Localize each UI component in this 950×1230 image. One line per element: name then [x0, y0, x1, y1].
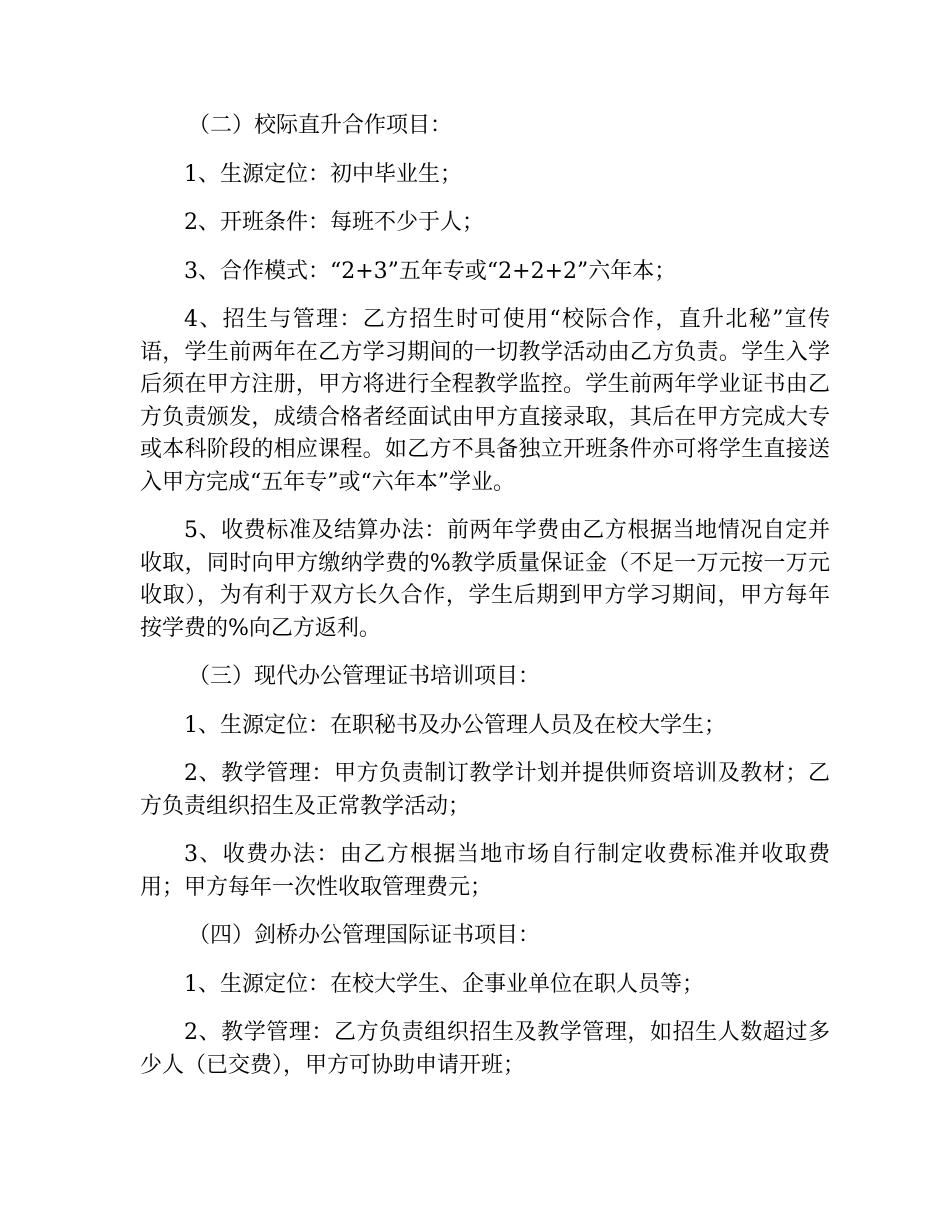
- paragraph: 4、招生与管理：乙方招生时可使用“校际合作，直升北秘”宣传语，学生前两年在乙方学习期间的一切教学活动由乙方负责。学生入学后须在甲方注册，甲方将进行全程教学监控。学生前两年学业证书由乙方负责颁发，成绩合格者经面试由甲方直接录取，其后在甲方完成大专或本科阶段的相应课程。如乙方不具备独立开班条件亦可将学生直接送入甲方完成“五年专”或“六年本”学业。: [140, 307, 830, 495]
- paragraph: 3、收费办法：由乙方根据当地市场自行制定收费标准并收取费用；甲方每年一次性收取管理费元；: [140, 842, 830, 900]
- paragraph: 1、生源定位：在职秘书及办公管理人员及在校大学生；: [184, 712, 726, 738]
- document-body: [140, 110, 830, 1082]
- paragraph: 5、收费标准及结算办法：前两年学费由乙方根据当地情况自定并收取，同时向甲方缴纳学费的%教学质量保证金（不足一万元按一万元收取），为有利于双方长久合作，学生后期到甲方学习期间，甲方每年按学费的%向乙方返利。: [140, 518, 830, 641]
- section-heading: （四）剑桥办公管理国际证书项目：: [188, 923, 541, 948]
- paragraph: 2、开班条件：每班不少于人；: [184, 210, 484, 235]
- paragraph: 2、教学管理：甲方负责制订教学计划并提供师资培训及教材；乙方负责组织招生及正常教学活动；: [140, 761, 830, 819]
- section-heading: （二）校际直升合作项目：: [188, 113, 453, 138]
- paragraph: 3、合作模式：“2+3”五年专或“2+2+2”六年本；: [184, 258, 677, 284]
- paragraph: 1、生源定位：在校大学生、企事业单位在职人员等；: [184, 971, 704, 997]
- section-heading: （三）现代办公管理证书培训项目：: [188, 664, 541, 689]
- paragraph: 1、生源定位：初中毕业生；: [184, 161, 462, 187]
- paragraph: 2、教学管理：乙方负责组织招生及教学管理，如招生人数超过多少人（已交费），甲方可协助申请开班；: [140, 1020, 830, 1078]
